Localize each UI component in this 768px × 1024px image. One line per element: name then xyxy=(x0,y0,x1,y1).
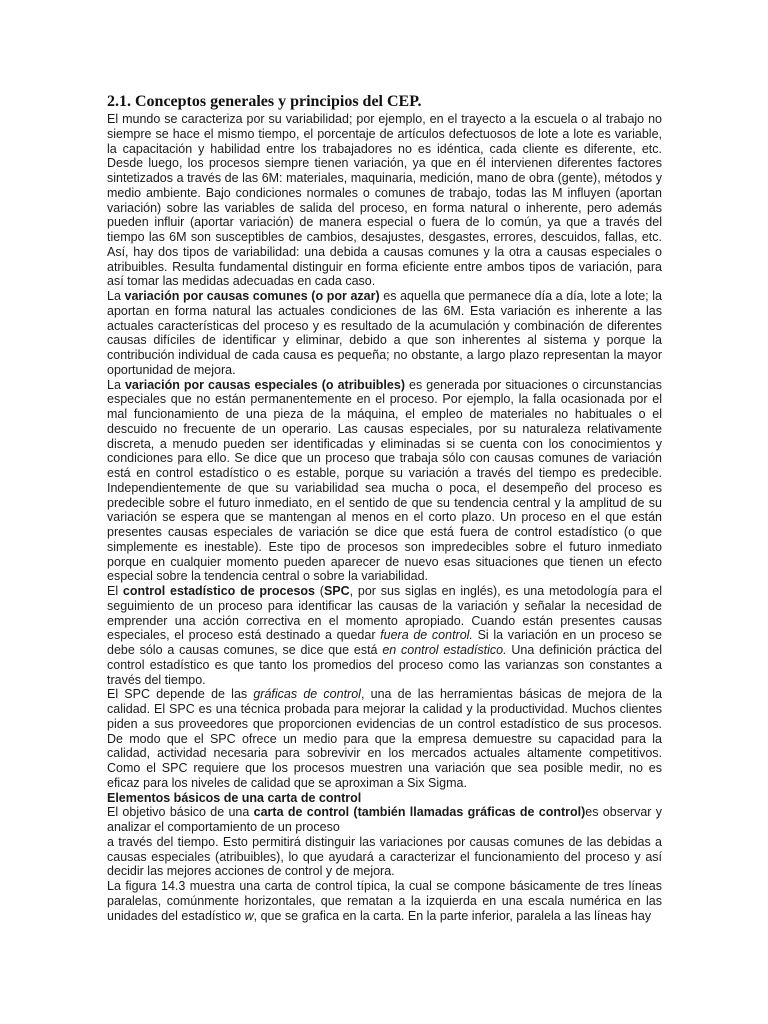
text-run: , por sus siglas en inglés), es una metodología para el seguimiento de un proceso para identificar las causas de la variación y señalar la necesidad de emprender una acción correctiva en el momento apropiado. Cuando están presentes causas especiales, el proceso está destinado a quedar xyxy=(107,584,663,643)
text-run: es aquella que permanece día a día, lote a lote; la aportan en forma natural las actuales condiciones de las 6M. Esta variación es inherente a las actuales características del proceso y es resultado de la acumulación y combinación de diferentes causas difíciles de identificar y eliminar, debido a que son inherentes al sistema y porque la contribución individual de cada causa es pequeña; no obstante, a largo plazo representan la mayor oportunidad de mejora. xyxy=(107,289,663,377)
text-run: , que se grafica en la carta. En la parte inferior, paralela a las líneas hay xyxy=(253,908,652,923)
term-statistic-w: w xyxy=(244,908,254,923)
term-control-chart: carta de control (también llamadas gráficas de control) xyxy=(253,805,586,820)
paragraph-common-causes xyxy=(107,289,662,378)
paragraph-special-causes xyxy=(107,378,662,585)
text-run: La xyxy=(107,289,125,303)
term-in-control: en control estadístico. xyxy=(382,643,507,657)
term-out-of-control: fuera de control. xyxy=(380,628,473,643)
text-run: El xyxy=(107,584,123,598)
text-run: La figura 14.3 muestra una carta de control típica, la cual se compone básicamente de tres líneas paralelas, comúnmente horizontales, que rematan a la izquierda en una escala numérica en las unidades del estadístico xyxy=(107,879,662,923)
text-run: ( xyxy=(315,584,324,598)
term-common-causes: variación por causas comunes (o por azar) xyxy=(124,289,380,303)
document-page xyxy=(107,92,662,923)
term-control-charts: gráficas de control xyxy=(253,687,361,702)
text-run: , una de las herramientas básicas de mejora de la calidad. El SPC es una técnica probada para mejorar la calidad y la productividad. Muchos clientes piden a sus proveedores que proporcionen evidencias de un control estadístico de sus procesos. De modo que el SPC ofrece un medio para que la empresa demuestre su capacidad para la calidad, actividad necesaria para sobrevivir en los mercados actuales altamente competitivos. Como el SPC requiere que los procesos muestren una variación que sea posible medir, no es eficaz para los niveles de calidad que se aproximan a Six Sigma. xyxy=(107,687,663,790)
text-run: es observar y analizar el comportamiento de un proceso xyxy=(107,805,663,834)
text-run: El SPC depende de las xyxy=(107,687,254,702)
paragraph-control-charts xyxy=(107,687,662,790)
paragraph-over-time: a través del tiempo. Esto permitirá distinguir las variaciones por causas comunes de las debidas a causas especiales (atribuibles), lo que ayudará a caracterizar el funcionamiento del proceso y así decidir las mejores acciones de control y de mejora. xyxy=(107,834,662,879)
text-run: La xyxy=(107,377,125,392)
paragraph-figure xyxy=(107,879,662,923)
section-heading: 2.1. Conceptos generales y principios del CEP. xyxy=(107,93,422,110)
text-run: Si la variación en un proceso se debe sólo a causas comunes, se dice que está xyxy=(107,628,662,657)
paragraph-objective xyxy=(107,805,662,835)
subheading-elements: Elementos básicos de una carta de control xyxy=(107,790,362,805)
text-run: es generada por situaciones o circunstancias especiales que no están permanentemente en el proceso. Por ejemplo, la falla ocasionada por el mal funcionamiento de una pieza de la máquina, el empleo de materiales no habituales o el descuido no frecuente de un operario. Las causas especiales, por su naturaleza relativamente discreta, a menudo pueden ser identificadas y eliminadas si se cuenta con los conocimientos y condiciones para ello. Se dice que un proceso que trabaja sólo con causas comunes de variación está en control estadístico o es estable, porque su variación a través del tiempo es predecible. Independientemente de que su variabilidad sea mucha o poca, el desempeño del proceso es predecible sobre el futuro inmediato, en el sentido de que su tendencia central y la amplitud de su variación se espera que se mantengan al menos en el corto plazo. Un proceso en el que están presentes causas especiales de variación se dice que está fuera de control estadístico (o que simplemente es inestable). Este tipo de procesos son impredecibles sobre el futuro inmediato porque en cualquier momento pueden aparecer de nuevo esas situaciones que tienen un efecto especial sobre la tendencia central o sobre la variabilidad. xyxy=(107,377,662,584)
paragraph-intro: El mundo se caracteriza por su variabilidad; por ejemplo, en el trayecto a la escuela o al trabajo no siempre se hace el mismo tiempo, el porcentaje de artículos defectuosos de lote a lote es variable, la capacitación y habilidad entre los trabajadores no es idéntica, cada cliente es diferente, etc. Desde luego, los procesos siempre tienen variación, ya que en él intervienen diferentes factores sintetizados a través de las 6M: materiales, maquinaria, medición, mano de obra (gente), métodos y medio ambiente. Bajo condiciones normales o comunes de trabajo, todas las M influyen (aportan variación) sobre las variables de salida del proceso, en forma natural o inherente, pero además pueden influir (aportar variación) de manera especial o fuera de lo común, ya que a través del tiempo las 6M son susceptibles de cambios, desajustes, desgastes, errores, descuidos, fallas, etc. Así, hay dos tipos de variabilidad: una debida a causas comunes y la otra a causas especiales o atribuibles. Resulta fundamental distinguir en forma eficiente entre ambos tipos de variación, para así tomar las medidas adecuadas en cada caso. xyxy=(107,112,662,289)
term-spc-full: control estadístico de procesos xyxy=(122,584,316,598)
term-spc: SPC xyxy=(323,584,350,598)
term-special-causes: variación por causas especiales (o atribuibles) xyxy=(124,377,405,392)
text-run: El objetivo básico de una xyxy=(107,805,254,820)
text-run: Una definición práctica del control estadístico es que tanto los promedios del proceso como las varianzas son constantes a través del tiempo. xyxy=(107,643,662,687)
paragraph-spc xyxy=(107,584,662,687)
